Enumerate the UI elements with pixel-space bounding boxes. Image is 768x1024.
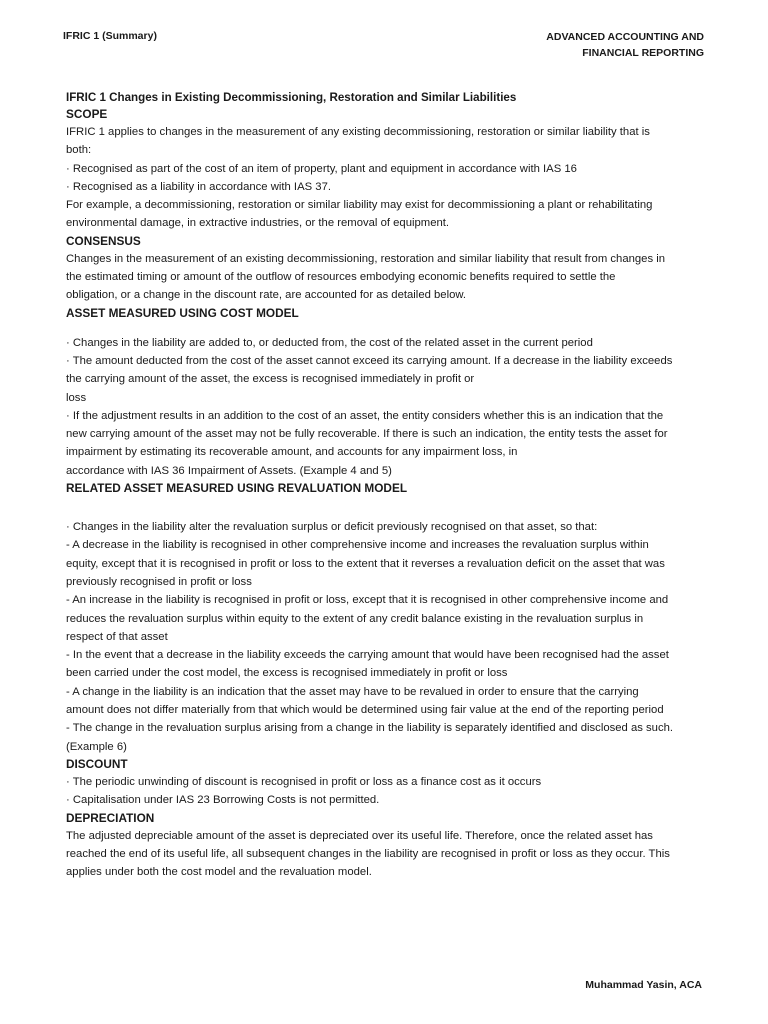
- revaluation-line: respect of that asset: [66, 630, 168, 643]
- revaluation-line: - A decrease in the liability is recognised in other comprehensive income and increases the revaluation surplus within: [66, 539, 649, 552]
- depreciation-paragraph: [66, 827, 702, 882]
- consensus-line: Changes in the measurement of an existing decommissioning, restoration and similar liability that result from changes in: [66, 252, 666, 265]
- cost-model-line: · Changes in the liability are added to, or deducted from, the cost of the related asset in the current period: [66, 336, 593, 349]
- header-right-line-2: FINANCIAL REPORTING: [582, 47, 704, 59]
- section-heading-cost-model: ASSET MEASURED USING COST MODEL: [66, 305, 299, 320]
- scope-line: both:: [66, 144, 92, 157]
- revaluation-line: previously recognised in profit or loss: [66, 575, 252, 588]
- scope-paragraph: [66, 123, 702, 233]
- spacer: [66, 322, 702, 334]
- section-heading-consensus: CONSENSUS: [66, 233, 141, 248]
- depreciation-line: The adjusted depreciable amount of the asset is depreciated over its useful life. Therefore, once the related asset has: [66, 829, 653, 842]
- scope-line: · Recognised as a liability in accordance with IAS 37.: [66, 180, 331, 193]
- scope-line: environmental damage, in extractive industries, or the removal of equipment.: [66, 217, 450, 230]
- cost-model-line: loss: [66, 391, 87, 404]
- revaluation-line: been carried under the cost model, the excess is recognised immediately in profit or loss: [66, 667, 508, 680]
- document-title: IFRIC 1 Changes in Existing Decommissioning, Restoration and Similar Liabilities: [66, 91, 517, 104]
- revaluation-line: - The change in the revaluation surplus arising from a change in the liability is separately identified and disclosed as such.: [66, 722, 674, 735]
- cost-model-paragraph: [66, 334, 702, 480]
- cost-model-line: new carrying amount of the asset may not be fully recoverable. If there is such an indication, the entity tests the asset for: [66, 428, 668, 441]
- consensus-line: the estimated timing or amount of the outflow of resources embodying economic benefits required to settle the: [66, 271, 616, 284]
- footer-author: Muhammad Yasin, ACA: [585, 979, 702, 991]
- revaluation-line: - A change in the liability is an indication that the asset may have to be revalued in order to ensure that the carrying: [66, 685, 639, 698]
- revaluation-line: (Example 6): [66, 740, 127, 753]
- revaluation-line: - In the event that a decrease in the liability exceeds the carrying amount that would have been recognised had the asset: [66, 649, 669, 662]
- depreciation-line: reached the end of its useful life, all subsequent changes in the liability are recognised in profit or loss as they occur. This: [66, 847, 670, 860]
- revaluation-line: amount does not differ materially from that which would be determined using fair value at the end of the reporting period: [66, 704, 664, 717]
- section-heading-depreciation: DEPRECIATION: [66, 810, 155, 825]
- cost-model-line: · The amount deducted from the cost of the asset cannot exceed its carrying amount. If a decrease in the liability exceeds: [66, 354, 673, 367]
- revaluation-line: equity, except that it is recognised in profit or loss to the extent that it reverses a revaluation deficit on the asset that was: [66, 557, 665, 570]
- cost-model-line: · If the adjustment results in an addition to the cost of an asset, the entity considers whether this is an indication that the: [66, 409, 664, 422]
- spacer: [66, 497, 702, 518]
- header-left-title: IFRIC 1 (Summary): [63, 30, 157, 42]
- revaluation-model-paragraph: [66, 518, 702, 756]
- consensus-paragraph: [66, 250, 702, 305]
- scope-line: · Recognised as part of the cost of an item of property, plant and equipment in accordance with IAS 16: [66, 162, 577, 175]
- cost-model-line: impairment by estimating its recoverable amount, and accounts for any impairment loss, in: [66, 446, 518, 459]
- document-body: [66, 89, 702, 881]
- depreciation-line: applies under both the cost model and the revaluation model.: [66, 866, 372, 879]
- header-right-line-1: ADVANCED ACCOUNTING AND: [546, 31, 704, 43]
- discount-line: · The periodic unwinding of discount is recognised in profit or loss as a finance cost as it occurs: [66, 775, 542, 788]
- revaluation-line: reduces the revaluation surplus within equity to the extent of any credit balance existing in the revaluation surplus in: [66, 612, 644, 625]
- scope-line: IFRIC 1 applies to changes in the measurement of any existing decommissioning, restoration or similar liability that is: [66, 126, 650, 138]
- cost-model-line: the carrying amount of the asset, the excess is recognised immediately in profit or: [66, 373, 475, 386]
- section-heading-revaluation-model: RELATED ASSET MEASURED USING REVALUATION MODEL: [66, 481, 408, 496]
- discount-line: · Capitalisation under IAS 23 Borrowing Costs is not permitted.: [66, 794, 380, 807]
- discount-paragraph: [66, 773, 702, 810]
- revaluation-line: · Changes in the liability alter the revaluation surplus or deficit previously recognised on that asset, so that:: [66, 521, 598, 534]
- header-right-title: [546, 29, 704, 61]
- scope-line: For example, a decommissioning, restoration or similar liability may exist for decommissioning a plant or rehabilitating: [66, 199, 653, 212]
- cost-model-line: accordance with IAS 36 Impairment of Assets. (Example 4 and 5): [66, 464, 392, 477]
- section-heading-discount: DISCOUNT: [66, 756, 128, 771]
- consensus-line: obligation, or a change in the discount rate, are accounted for as detailed below.: [66, 289, 467, 302]
- revaluation-line: - An increase in the liability is recognised in profit or loss, except that it is recognised in other comprehensive income and: [66, 594, 669, 607]
- section-heading-scope: SCOPE: [66, 107, 108, 121]
